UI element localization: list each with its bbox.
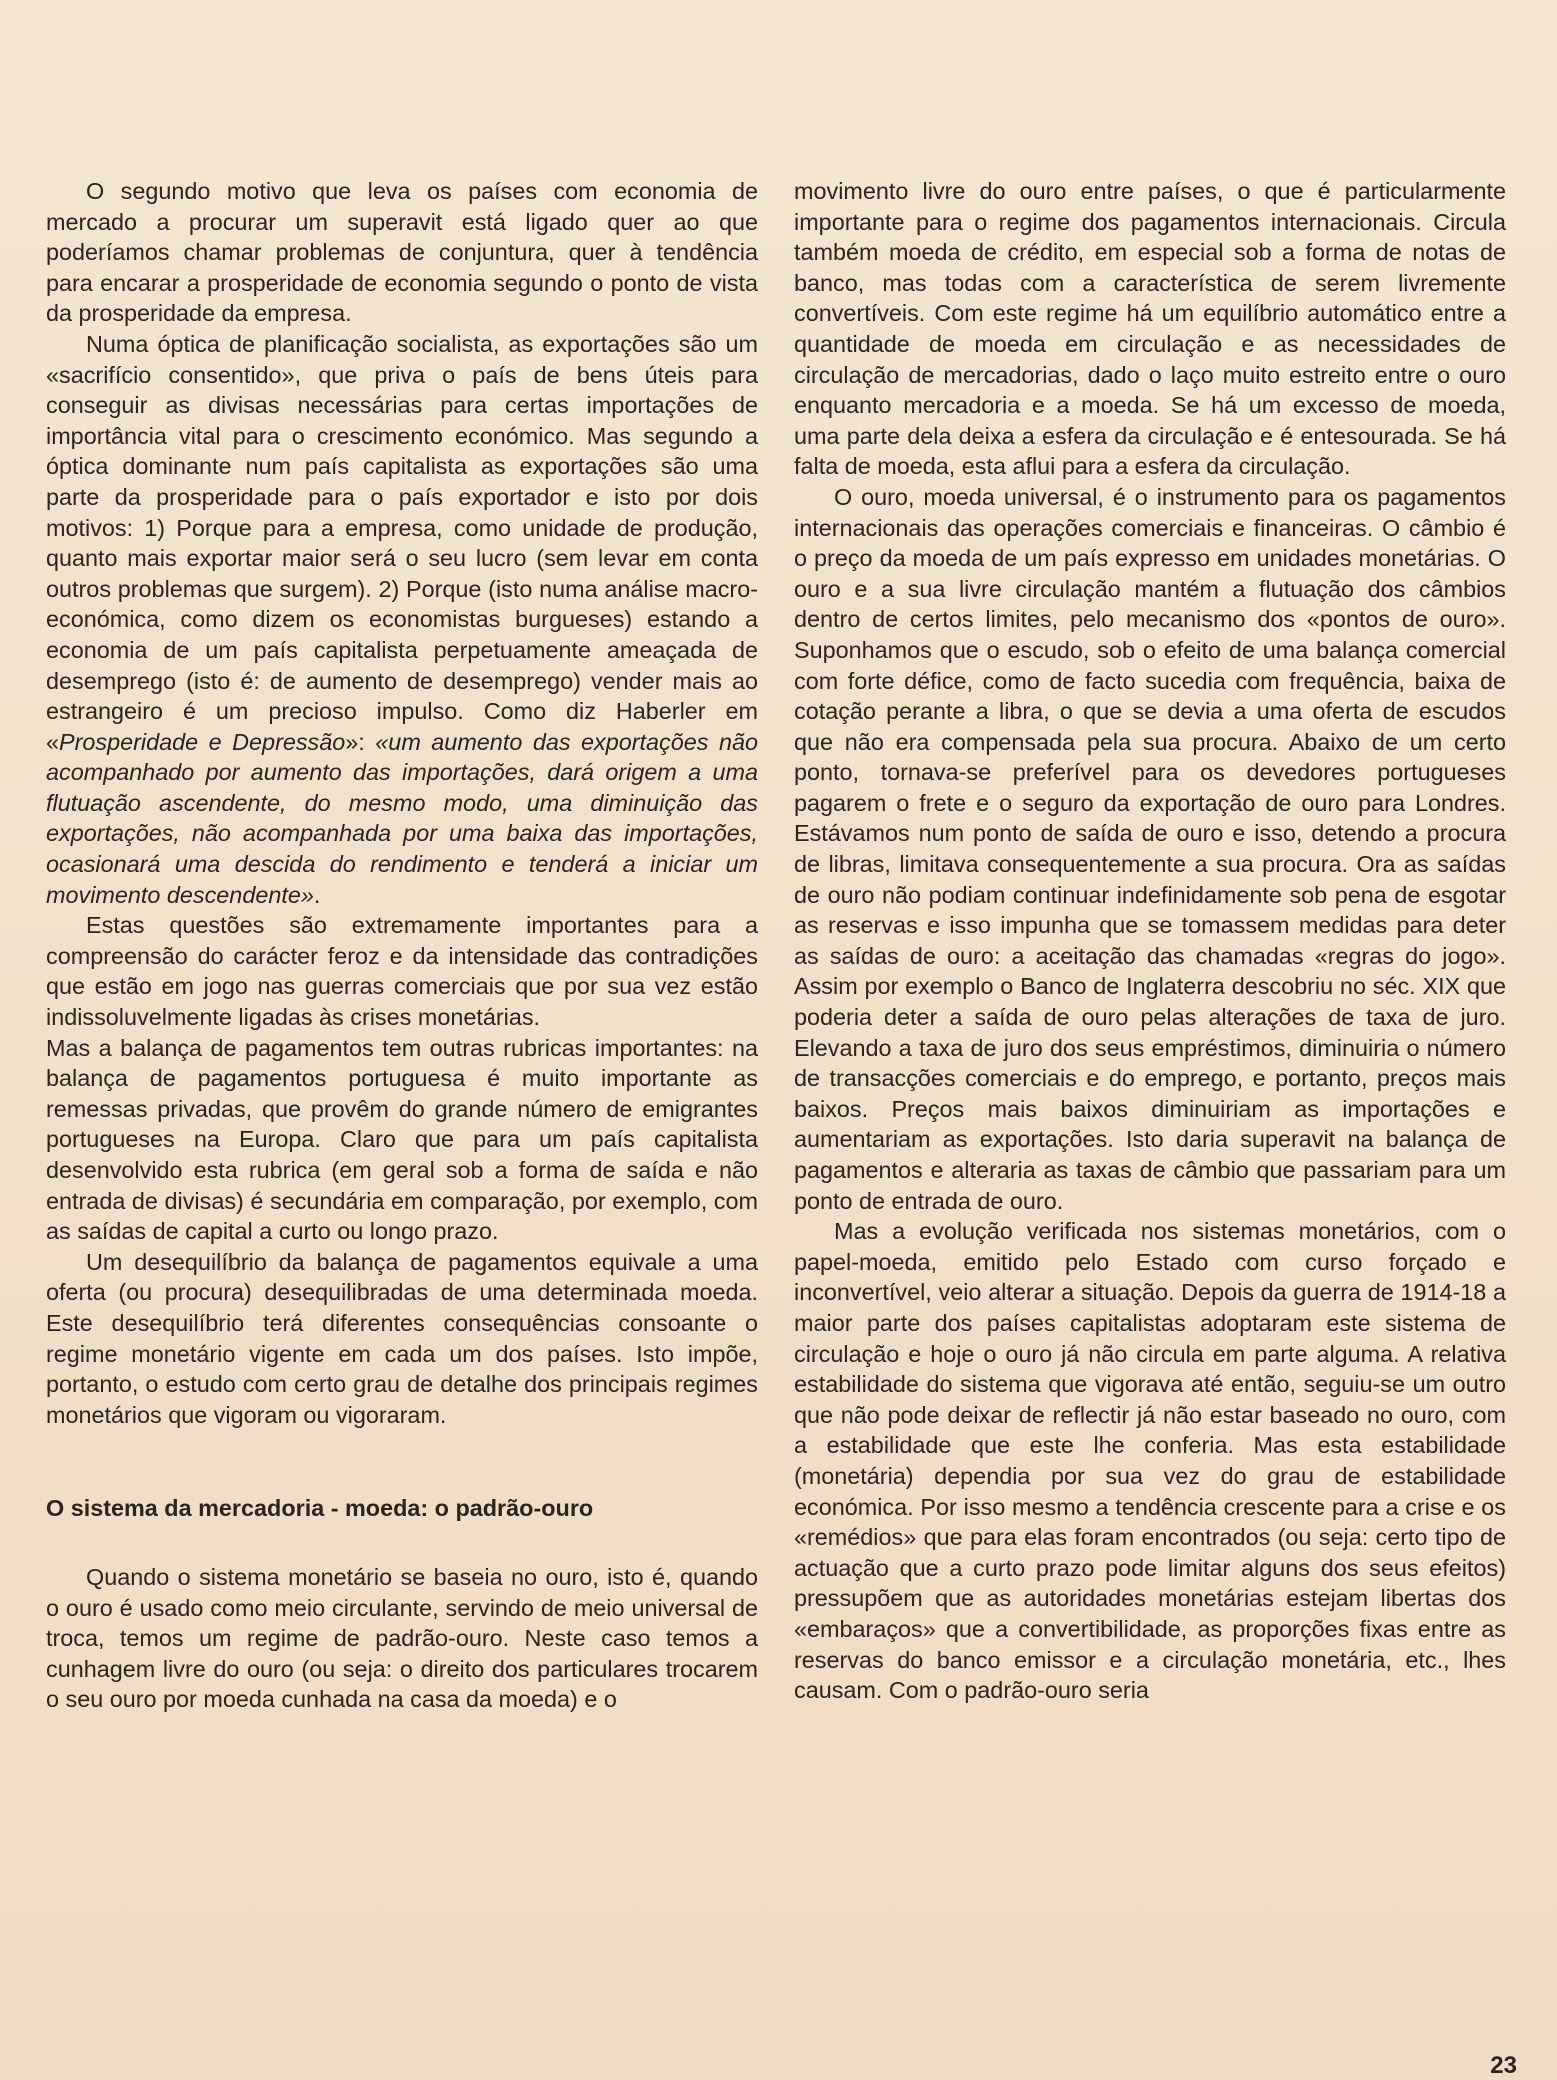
quotation: «um aumento das exportações não acompanhado por aumento das importações, dará origem a uma flutuação ascendente, do mesmo modo, uma diminuição das exportações, não acompanhada por uma baixa das importações, ocasionará uma descida do rendimento e tenderá a iniciar um movimento descendente» (46, 728, 758, 908)
paragraph-text: »: (345, 728, 376, 755)
paragraph: O segundo motivo que leva os países com economia de mercado a procurar um superavit está ligado quer ao que poderíamos chamar problemas de conjuntura, quer à tendência para encarar a prosperidade de economia segundo o ponto de vista da prosperidade da empresa. (46, 178, 758, 327)
paragraph: Um desequilíbrio da balança de pagamentos equivale a uma oferta (ou procura) desequilibradas de uma determinada moeda. Este desequilíbrio terá diferentes consequências consoante o regime monetário vigente em cada um dos países. Isto impõe, portanto, o estudo com certo grau de detalhe dos principais regimes monetários que vigoram ou vigoraram. (46, 1248, 758, 1428)
paragraph-text: . (313, 881, 321, 908)
section-heading: O sistema da mercadoria - moeda: o padrão-ouro (46, 1495, 594, 1522)
left-column (46, 176, 758, 1715)
paragraph: Quando o sistema monetário se baseia no ouro, isto é, quando o ouro é usado como meio circulante, servindo de meio universal de troca, temos um regime de padrão-ouro. Neste caso temos a cunhagem livre do ouro (ou seja: o direito dos particulares trocarem o seu ouro por moeda cunhada na casa da moeda) e o (46, 1563, 758, 1713)
book-title: Prosperidade e Depressão (59, 728, 346, 755)
paragraph: Estas questões são extremamente importantes para a compreensão do carácter feroz e da intensidade das contradições que estão em jogo nas guerras comerciais que por sua vez estão indissoluvelmente ligadas às crises monetárias. (46, 912, 758, 1031)
paragraph (46, 329, 758, 910)
paragraph: movimento livre do ouro entre países, o que é particularmente importante para o regime dos pagamentos internacionais. Circula também moeda de crédito, em especial sob a forma de notas de banco, mas todas com a característica de serem livremente convertíveis. Com este regime há um equilíbrio automático entre a quantidade de moeda em circulação e as necessidades de circulação de mercadorias, dado o laço muito estreito entre o ouro enquanto mercadoria e a moeda. Se há um excesso de moeda, uma parte dela deixa a esfera da circulação e é entesourada. Se há falta de moeda, esta aflui para a esfera da circulação. (794, 178, 1506, 480)
paragraph: O ouro, moeda universal, é o instrumento para os pagamentos internacionais das operações comerciais e financeiras. O câmbio é o preço da moeda de um país expresso em unidades monetárias. O ouro e a sua livre circulação mantém a flutuação dos câmbios dentro de certos limites, pelo mecanismo dos «pontos de ouro». Suponhamos que o escudo, sob o efeito de uma balança comercial com forte défice, como de facto sucedia com frequência, baixa de cotação perante a libra, o que se devia a uma oferta de escudos que não era compensada pela sua procura. Abaixo de um certo ponto, tornava-se preferível para os devedores portugueses pagarem o frete e o seguro da exportação de ouro para Londres. Estávamos num ponto de saída de ouro e isso, detendo a procura de libras, limitava consequentemente a sua procura. Ora as saídas de ouro não podiam continuar indefinidamente sob pena de esgotar as reservas e isso impunha que se tomassem medidas para deter as saídas de ouro: a aceitação das chamadas «regras do jogo». Assim por exemplo o Banco de Inglaterra descobriu no séc. XIX que poderia deter a saída de ouro pelas alterações de taxa de juro. Elevando a taxa de juro dos seus empréstimos, diminuiria o número de transacções comerciais e do emprego, e portanto, preços mais baixos. Preços mais baixos diminuiriam as importações e aumentariam as exportações. Isto daria superavit na balança de pagamentos e alteraria as taxas de câmbio que passariam para um ponto de entrada de ouro. (794, 483, 1506, 1214)
right-column (794, 176, 1506, 1706)
page-number: 23 (1490, 2052, 1517, 2079)
paragraph: Mas a balança de pagamentos tem outras rubricas importantes: na balança de pagamentos portuguesa é muito importante as remessas privadas, que provêm do grande número de emigrantes portugueses na Europa. Claro que para um país capitalista desenvolvido esta rubrica (em geral sob a forma de saída e não entrada de divisas) é secundária em comparação, por exemplo, com as saídas de capital a curto ou longo prazo. (46, 1034, 758, 1245)
paragraph: Mas a evolução verificada nos sistemas monetários, com o papel-moeda, emitido pelo Estado com curso forçado e inconvertível, veio alterar a situação. Depois da guerra de 1914-18 a maior parte dos países capitalistas adoptaram este sistema de circulação e hoje o ouro já não circula em parte alguma. A relativa estabilidade do sistema que vigorava até então, seguiu-se um outro que não pode deixar de reflectir já não estar baseado no ouro, com a estabilidade que este lhe conferia. Mas esta estabilidade (monetária) dependia por sua vez do grau de estabilidade económica. Por isso mesmo a tendência crescente para a crise e os «remédios» que para elas foram encontrados (ou seja: certo tipo de actuação que a curto prazo pode limitar alguns dos seus efeitos) pressupõem que as autoridades monetárias estejam libertas dos «embaraços» que a convertibilidade, as proporções fixas entre as reservas do banco emissor e a circulação monetária, etc., lhes causam. Com o padrão-ouro seria (794, 1218, 1506, 1704)
paragraph-text: Numa óptica de planificação socialista, as exportações são um «sacrifício consentido», que priva o país de bens úteis para conseguir as divisas necessárias para certas importações de importância vital para o crescimento económico. Mas segundo a óptica dominante num país capitalista as exportações são uma parte da prosperidade para o país exportador e isto por dois motivos: 1) Porque para a empresa, como unidade de produção, quanto mais exportar maior será o seu lucro (sem levar em conta outros problemas que surgem). 2) Porque (isto numa análise macro-económica, como dizem os economistas burgueses) estando a economia de um país capitalista perpetuamente ameaçada de desemprego (isto é: de aumento de desemprego) vender mais ao estrangeiro é um precioso impulso. Como diz Haberler em « (46, 330, 758, 755)
